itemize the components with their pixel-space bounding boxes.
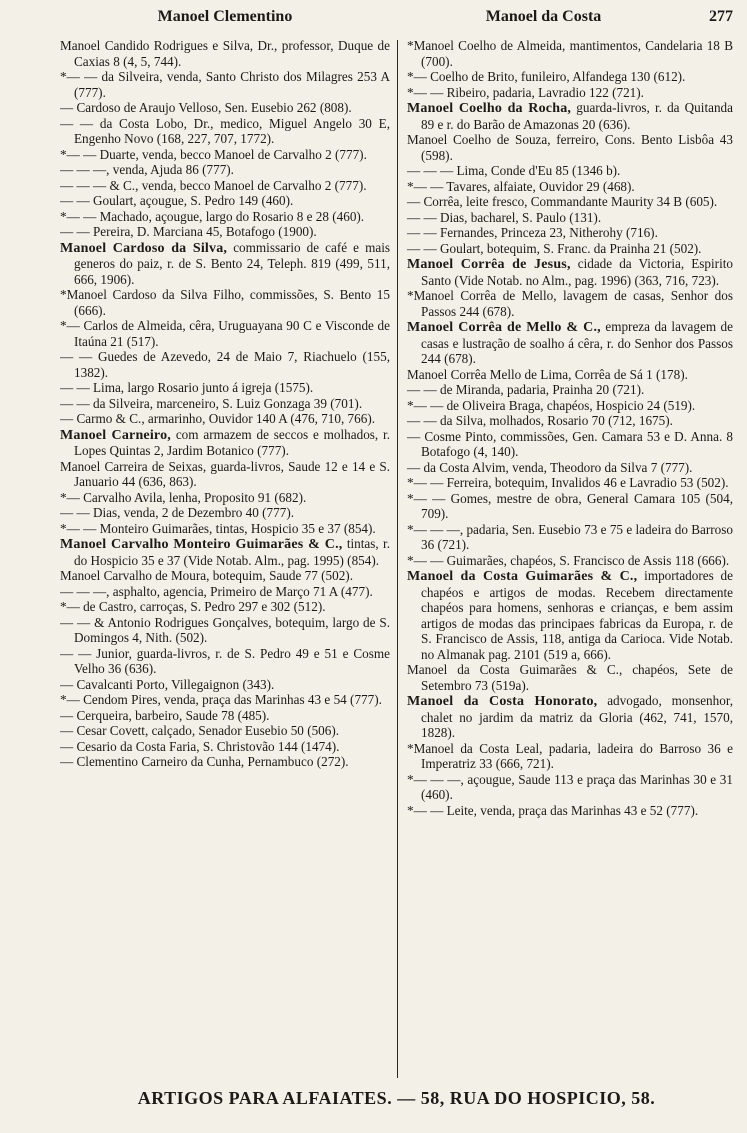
entry-text: cidade da Victoria, Espirito Santo (Vide Notab. no Alm., pag. 1996) (363, 716, 723).: [421, 256, 733, 288]
directory-entry: [60, 395, 390, 412]
entry-text: — — —, asphalto, agencia, Primeiro de Março 71 A (477).: [60, 583, 373, 599]
directory-entry: [60, 100, 390, 116]
entry-text: — — — & C., venda, becco Manoel de Carvalho 2 (777).: [60, 177, 367, 193]
directory-entry: [60, 738, 390, 755]
directory-entry: [60, 458, 390, 490]
directory-entry: [407, 225, 733, 241]
directory-entry: [407, 693, 733, 741]
entry-text: — — Junior, guarda-livros, r. de S. Pedro 49 e 51 e Cosme Velho 36 (636).: [60, 645, 390, 676]
directory-entry: [60, 489, 390, 506]
directory-entry: [407, 428, 733, 460]
entry-text: — da Costa Alvim, venda, Theodoro da Silva 7 (777).: [407, 459, 693, 475]
entry-text: — — Pereira, D. Marciana 45, Botafogo (1900).: [60, 224, 317, 239]
entry-text: — Clementino Carneiro da Cunha, Pernambuco (272).: [60, 754, 349, 769]
directory-entry: [60, 426, 391, 459]
directory-entry: [407, 288, 733, 319]
directory-entry: [60, 38, 390, 69]
directory-entry: [60, 239, 390, 288]
directory-entry: [60, 645, 390, 677]
entry-text: *— — Monteiro Guimarães, tintas, Hospicio 35 e 37 (854).: [60, 520, 376, 536]
directory-entry: [407, 475, 733, 491]
entry-text: *Manoel da Costa Leal, padaria, ladeira do Barroso 36 e Imperatriz 33 (666, 721).: [407, 740, 733, 771]
entry-text: — Cerqueira, barbeiro, Saude 78 (485).: [60, 707, 270, 723]
directory-entry: [407, 568, 733, 662]
entry-text: — — da Costa Lobo, Dr., medico, Miguel Angelo 30 E, Engenho Novo (168, 227, 707, 1772).: [60, 115, 390, 146]
entry-text: — Cavalcanti Porto, Villegaignon (343).: [60, 676, 275, 692]
directory-entry: [407, 319, 733, 367]
entry-text: Manoel da Costa Guimarães & C., chapéos, Sete de Setembro 73 (519a).: [407, 662, 733, 693]
entry-text: — — Fernandes, Princeza 23, Nitherohy (716).: [407, 225, 658, 240]
entry-text: — Corrêa, leite fresco, Commandante Maurity 34 B (605).: [407, 194, 718, 209]
entry-text: — Cardoso de Araujo Velloso, Sen. Eusebio 262 (808).: [60, 100, 352, 115]
entry-text: *— — Guimarães, chapéos, S. Francisco de Assis 118 (666).: [407, 552, 730, 568]
directory-entry: [407, 69, 733, 85]
page-header: [60, 8, 733, 38]
entry-text: *Manoel Cardoso da Silva Filho, commissões, S. Bento 15 (666).: [60, 287, 390, 318]
entry-text: *— — Machado, açougue, largo do Rosario 8 e 28 (460).: [60, 208, 365, 224]
entry-text: — Carmo & C., armarinho, Ouvidor 140 A (476, 710, 766).: [60, 411, 376, 426]
directory-entry: [407, 163, 733, 179]
directory-entry: [60, 115, 390, 147]
directory-entry: [407, 38, 733, 69]
entry-text: *— — Gomes, mestre de obra, General Camara 105 (504, 709).: [407, 490, 733, 521]
entry-text: *— Carlos de Almeida, cêra, Uruguayana 90 C e Visconde de Itaúna 21 (517).: [60, 318, 390, 349]
entry-text: — — Dias, venda, 2 de Dezembro 40 (777).: [60, 505, 295, 520]
entry-text: empreza da lavagem de casas e lustração de soalho á cêra, r. do Senhor dos Passos 244 (678).: [421, 319, 733, 366]
entry-text: guarda-livros, r. da Quitanda 89 e r. do Barão de Amazonas 20 (636).: [421, 100, 733, 132]
entry-text: importadores de chapéos e artigos de modas. Recebem directamente chapéos para homens, senhoras e crianças, e bem assim artigos de modas das principaes fabricas da Europa, r. de S. Francisco de Assis, 118, antiga da Carioca. Vide Notab. no Almanak pag. 2101 (519 a, 666).: [421, 568, 733, 662]
directory-entry: [407, 84, 733, 101]
directory-entry: [407, 552, 733, 569]
entry-text: Manoel Candido Rodrigues e Silva, Dr., professor, Duque de Caxias 8 (4, 5, 744).: [60, 38, 390, 69]
directory-entry: [60, 162, 390, 178]
entry-text: *— Coelho de Brito, funileiro, Alfandega 130 (612).: [407, 69, 686, 84]
directory-entry: [407, 132, 733, 163]
directory-entry: [60, 707, 390, 724]
directory-entry: [60, 208, 390, 225]
directory-entry: [407, 256, 733, 288]
entry-text: Manoel Carreira de Seixas, guarda-livros, Saude 12 e 14 e S. Januario 44 (636, 863).: [60, 458, 390, 489]
directory-entry: [407, 100, 733, 132]
footer-advertisement: ARTIGOS PARA ALFAIATES. — 58, RUA DO HOSPICIO, 58.: [137, 1088, 656, 1108]
entry-text: *— Cendom Pires, venda, praça das Marinhas 43 e 54 (777).: [60, 692, 382, 707]
entry-text: *— — de Oliveira Braga, chapéos, Hospicio 24 (519).: [407, 397, 696, 413]
directory-entry: [407, 662, 733, 693]
directory-entry: [60, 583, 390, 600]
directory-entry: [60, 536, 391, 568]
directory-entry: [407, 382, 733, 398]
directory-entry: [407, 413, 733, 429]
entry-text: *— — Duarte, venda, becco Manoel de Carvalho 2 (777).: [60, 146, 367, 162]
entry-text: *Manoel Corrêa de Mello, lavagem de casas, Senhor dos Passos 244 (678).: [407, 288, 733, 319]
page-number: 277: [709, 8, 733, 25]
directory-entry: [60, 614, 390, 646]
entry-text: *— — Leite, venda, praça das Marinhas 43 e 52 (777).: [407, 802, 699, 818]
directory-entry: [60, 380, 390, 396]
directory-entry: [60, 146, 390, 163]
entry-text: — Cesar Covett, calçado, Senador Eusebio 50 (506).: [60, 723, 340, 738]
directory-entry: [60, 411, 390, 427]
entry-text: *— Carvalho Avila, lenha, Proposito 91 (682).: [60, 489, 307, 505]
entry-text: *— — Ribeiro, padaria, Lavradio 122 (721).: [407, 84, 644, 100]
directory-entry: [407, 521, 733, 553]
directory-entry: [60, 69, 390, 100]
entry-firm-name: Manoel Coelho da Rocha,: [407, 101, 572, 116]
entry-text: — — da Silva, molhados, Rosario 70 (712, 1675).: [407, 413, 673, 428]
entry-text: Manoel Coelho de Souza, ferreiro, Cons. Bento Lisbôa 43 (598).: [407, 132, 733, 163]
directory-entry: [407, 194, 733, 210]
directory-entry: [60, 754, 390, 770]
directory-entry: [60, 723, 390, 739]
entry-firm-name: Manoel Corrêa de Mello & C.,: [407, 320, 601, 335]
directory-entry: [407, 366, 733, 383]
directory-entry: [60, 599, 390, 615]
entry-text: — — de Miranda, padaria, Prainha 20 (721).: [407, 382, 645, 397]
entry-text: — Cesario da Costa Faria, S. Christovão 144 (1474).: [60, 738, 340, 754]
directory-entry: [60, 520, 390, 537]
directory-entry: [407, 771, 733, 803]
directory-entry: [407, 802, 733, 819]
entry-text: Manoel Carvalho de Moura, botequim, Saude 77 (502).: [60, 568, 353, 583]
directory-entry: [407, 209, 733, 226]
directory-entry: [407, 459, 733, 476]
entry-text: — — Goulart, botequim, S. Franc. da Prainha 21 (502).: [407, 240, 702, 256]
header-left-title: Manoel Clementino: [157, 8, 293, 25]
directory-entry: [60, 193, 390, 209]
entry-text: — — Goulart, açougue, S. Pedro 149 (460).: [60, 193, 294, 208]
entry-firm-name: Manoel Carneiro,: [60, 427, 171, 443]
directory-entry: [60, 505, 390, 521]
entry-firm-name: Manoel da Costa Honorato,: [407, 694, 598, 709]
directory-columns: [60, 38, 733, 1080]
entry-text: tintas, r. do Hospicio 35 e 37 (Vide Notab. Alm., pag. 1995) (854).: [74, 536, 391, 568]
entry-text: — — da Silveira, marceneiro, S. Luiz Gonzaga 39 (701).: [60, 395, 363, 411]
entry-text: com armazem de seccos e molhados, r. Lopes Quintas 2, Jardim Botanico (777).: [74, 426, 391, 458]
entry-text: Manoel Corrêa Mello de Lima, Corrêa de Sá 1 (178).: [407, 366, 688, 382]
directory-entry: [60, 224, 390, 240]
directory-entry: [60, 318, 390, 349]
left-column: [60, 38, 394, 1080]
header-right-title: Manoel da Costa: [485, 8, 602, 25]
entry-text: — — —, venda, Ajuda 86 (777).: [60, 162, 234, 177]
entry-text: commissario de café e mais generos do paiz, r. de S. Bento 24, Teleph. 819 (499, 511, 666, 1906).: [74, 239, 390, 287]
directory-entry: [60, 177, 390, 194]
directory-entry: [60, 692, 390, 708]
entry-firm-name: Manoel Corrêa de Jesus,: [407, 257, 571, 272]
entry-text: advogado, monsenhor, chalet no jardim da matriz da Gloria (462, 741, 1570, 1828).: [421, 693, 733, 740]
entry-text: *— — —, padaria, Sen. Eusebio 73 e 75 e ladeira do Barroso 36 (721).: [407, 521, 733, 552]
entry-text: *Manoel Coelho de Almeida, mantimentos, Candelaria 18 B (700).: [407, 38, 733, 69]
entry-firm-name: Manoel Cardoso da Silva,: [60, 240, 228, 256]
directory-entry: [60, 676, 390, 693]
directory-entry: [407, 240, 733, 257]
right-column: [401, 38, 733, 1080]
directory-entry: [60, 287, 390, 318]
entry-text: *— de Castro, carroças, S. Pedro 297 e 302 (512).: [60, 599, 326, 614]
entry-text: — Cosme Pinto, commissões, Gen. Camara 53 e D. Anna. 8 Botafogo (4, 140).: [407, 428, 733, 459]
directory-entry: [60, 349, 390, 380]
directory-entry: [407, 490, 733, 522]
entry-firm-name: Manoel Carvalho Monteiro Guimarães & C.,: [60, 537, 343, 552]
directory-entry: [407, 178, 733, 195]
entry-text: — — & Antonio Rodrigues Gonçalves, botequim, largo de S. Domingos 4, Nith. (502).: [60, 614, 390, 645]
entry-text: *— — da Silveira, venda, Santo Christo dos Milagres 253 A (777).: [60, 69, 390, 100]
directory-entry: [407, 397, 733, 414]
entry-text: *— — —, açougue, Saude 113 e praça das Marinhas 30 e 31 (460).: [407, 771, 733, 802]
directory-entry: [407, 740, 733, 772]
entry-text: — — Dias, bacharel, S. Paulo (131).: [407, 209, 602, 225]
entry-text: *— — Ferreira, botequim, Invalidos 46 e Lavradio 53 (502).: [407, 475, 729, 490]
column-divider: [397, 40, 398, 1078]
entry-firm-name: Manoel da Costa Guimarães & C.,: [407, 569, 638, 584]
directory-entry: [60, 568, 390, 584]
entry-text: — — — Lima, Conde d'Eu 85 (1346 b).: [407, 163, 621, 178]
entry-text: — — Guedes de Azevedo, 24 de Maio 7, Riachuelo (155, 1382).: [60, 349, 390, 380]
entry-text: *— — Tavares, alfaiate, Ouvidor 29 (468).: [407, 178, 635, 194]
entry-text: — — Lima, largo Rosario junto á igreja (1575).: [60, 380, 314, 395]
